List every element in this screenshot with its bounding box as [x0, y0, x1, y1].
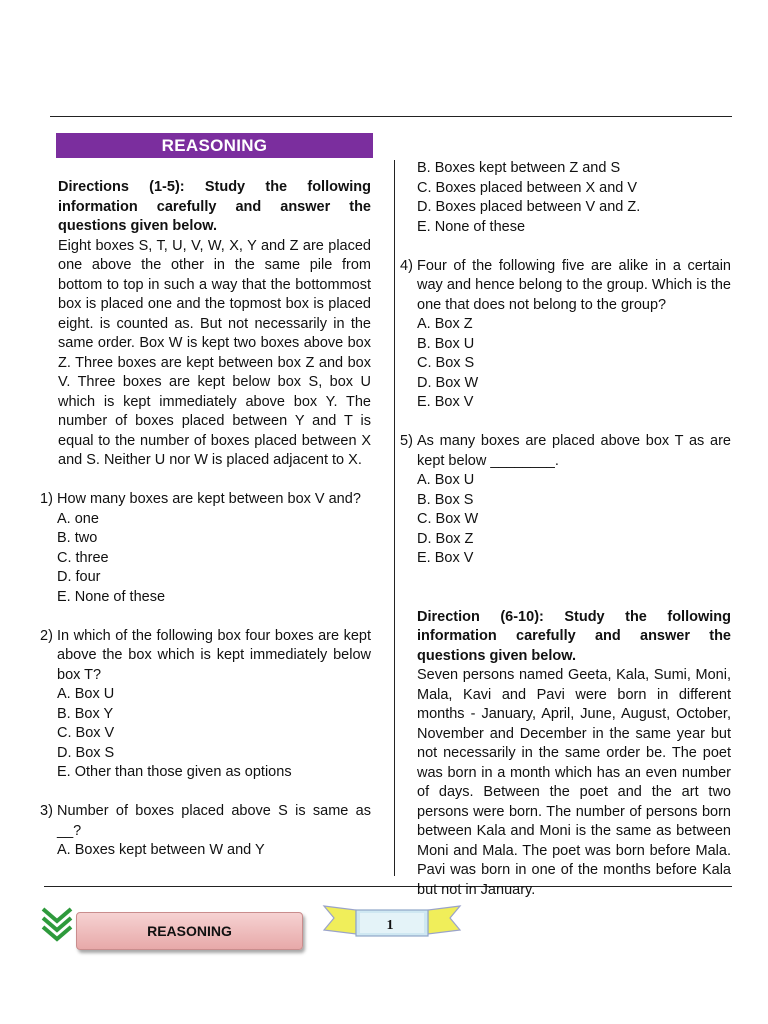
option: B. Box U — [417, 335, 475, 352]
directions-1-5: Directions (1-5): Study the following information carefully and answer the questions given below. — [58, 179, 371, 234]
passage-6-10: Seven persons named Geeta, Kala, Sumi, Moni, Mala, Kavi and Pavi were born in different months - January, April, June, August, October, November and December in the same year but not necessarily in the same order be. The poet was born in a month which has an even number of days. Between the poet and the art two persons were born. The number of persons born between Kala and Moni is the same as between Moni and Mala. The poet was born before Mala. Pavi was born in one of the months before Kala but not in January. — [417, 667, 731, 898]
question-number: 4) — [400, 257, 413, 274]
option: C. Box S — [417, 355, 475, 371]
question-number: 1) — [40, 491, 53, 507]
top-rule — [50, 116, 732, 117]
question-text: As many boxes are placed above box T as are kept below ________. — [417, 433, 731, 469]
option: D. Box W — [417, 374, 479, 391]
left-column — [40, 178, 371, 861]
option: C. three — [57, 549, 109, 566]
option: D. Box Z — [417, 530, 474, 547]
section-title-banner: REASONING — [56, 133, 373, 158]
option: E. Box V — [417, 550, 474, 566]
right-column — [400, 159, 731, 900]
option: A. one — [57, 510, 99, 527]
option: E. None of these — [417, 218, 526, 235]
option: C. Box W — [417, 511, 479, 527]
question-text: Four of the following five are alike in a certain way and hence belong to the group. Which is the one that does not belong to the group? — [417, 257, 731, 313]
directions-6-10: Direction (6-10): Study the following information carefully and answer the questions given below. — [417, 608, 731, 664]
footer-section-tab: REASONING — [76, 912, 303, 950]
option: B. two — [57, 530, 98, 546]
question-number: 2) — [40, 627, 53, 644]
option: B. Box S — [417, 491, 474, 508]
option: E. Other than those given as options — [57, 764, 292, 780]
passage-1-5: Eight boxes S, T, U, V, W, X, Y and Z are placed one above the other in the same pile from bottom to top in such a way that the bottommost box is placed one and the topmost box is placed eight. is counted as. But not necessarily in the same order. Box W is kept two boxes above box Z. Three boxes are kept between box Z and box V. Three boxes are kept below box S, box U which is kept immediately above box Y. The number of boxes placed between Y and T is equal to the number of boxes placed between X and S. Neither U nor W is placed adjacent to X. — [58, 237, 371, 468]
question-text: Number of boxes placed above S is same as __? — [57, 803, 371, 839]
question-text: How many boxes are kept between box V and? — [57, 491, 361, 507]
question-4 — [400, 257, 731, 316]
option: C. Boxes placed between X and V — [417, 179, 638, 196]
option: B. Box Y — [57, 705, 114, 722]
question-3 — [40, 802, 371, 841]
question-number: 5) — [400, 433, 413, 449]
double-chevron-down-icon — [40, 905, 74, 945]
option: D. Boxes placed between V and Z. — [417, 199, 641, 215]
question-number: 3) — [40, 803, 53, 819]
question-text: In which of the following box four boxes are kept above the box which is kept immediately below box T? — [57, 627, 371, 683]
column-divider — [394, 160, 395, 876]
option: E. Box V — [417, 394, 474, 410]
question-1 — [40, 490, 371, 510]
option: B. Boxes kept between Z and S — [417, 160, 621, 176]
option: D. Box S — [57, 744, 115, 761]
question-5 — [400, 432, 731, 471]
option: A. Boxes kept between W and Y — [57, 842, 265, 858]
option: D. four — [57, 569, 101, 585]
question-2 — [40, 627, 371, 686]
option: A. Box U — [417, 472, 475, 488]
option: E. None of these — [57, 588, 166, 605]
page-number: 1 — [386, 918, 394, 933]
option: A. Box Z — [417, 316, 473, 332]
option: A. Box U — [57, 686, 115, 702]
option: C. Box V — [57, 725, 115, 741]
